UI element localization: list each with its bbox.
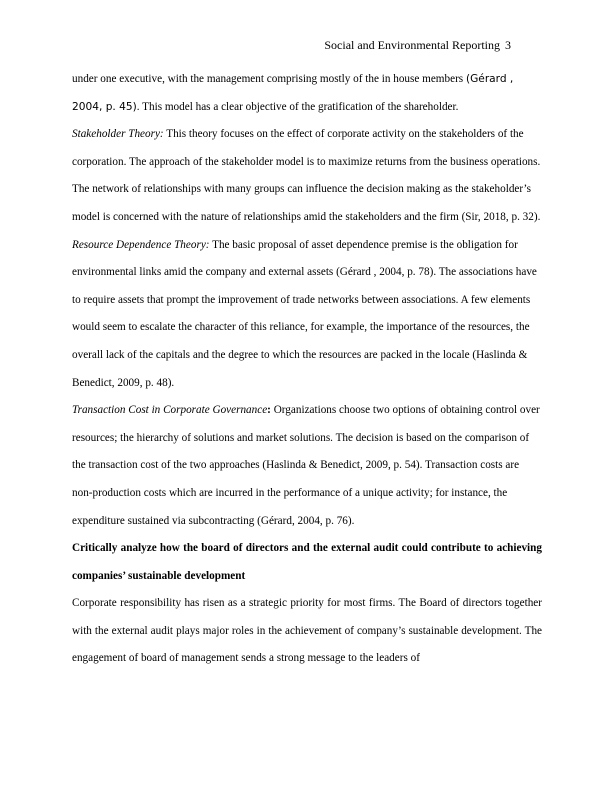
term-stakeholder-theory: Stakeholder Theory: [72, 128, 164, 141]
running-header [324, 38, 511, 52]
paragraph-1 [72, 66, 542, 121]
paragraph-stakeholder-theory [72, 121, 542, 231]
paragraph-1-text-a: under one executive, with the management comprising mostly of the in house members [72, 73, 466, 85]
paragraph-transaction-cost [72, 397, 542, 535]
paragraph-corporate-responsibility: Corporate responsibility has risen as a strategic priority for most firms. The Board of directors together with the external audit plays major roles in the achievement of company’s sustainable development. The engagement of board of management sends a strong message to the leaders of [72, 597, 542, 665]
paragraph-1-citation: (Gérard , 2004, p. 45) [72, 73, 514, 113]
paragraph-resource-dependence [72, 232, 542, 398]
running-title: Social and Environmental Reporting [324, 38, 500, 52]
term-resource-dependence: Resource Dependence Theory: [72, 238, 210, 251]
paragraph-resource-text: The basic proposal of asset dependence premise is the obligation for environmental links amid the company and external assets (Gérard , 2004, p. 78). The associations have to require assets that prompt the improvement of trade networks between associations. A few elements would seem to escalate the character of this reliance, for example, the importance of the resources, the overall lack of the capitals and the degree to which the resources are packed in the locale (Haslinda & Benedict, 2009, p. 48). [72, 238, 537, 389]
paragraph-transaction-text: Organizations choose two options of obtaining control over resources; the hierarchy of solutions and market solutions. The decision is based on the comparison of the transaction cost of the two approaches (Haslinda & Benedict, 2009, p. 54). Transaction costs are non-production costs which are incurred in the performance of a unique activity; for instance, the expenditure sustained via subcontracting (Gérard, 2004, p. 76). [72, 404, 540, 527]
term-transaction-cost: Transaction Cost in Corporate Governance [72, 404, 268, 417]
section-heading: Critically analyze how the board of directors and the external audit could contribute to achieving companies’ sustainable development [72, 542, 542, 582]
body-text [72, 66, 542, 673]
term-transaction-colon: : [267, 404, 271, 417]
paragraph-1-text-b: . This model has a clear objective of the gratification of the shareholder. [136, 100, 459, 113]
page-number: 3 [505, 38, 511, 52]
paragraph-stakeholder-text: This theory focuses on the effect of corporate activity on the stakeholders of the corporation. The approach of the stakeholder model is to maximize returns from the business operations. The network of relationships with many groups can influence the decision making as the stakeholder’s model is concerned with the nature of relationships amid the stakeholders and the firm (Sir, 2018, p. 32). [72, 128, 541, 223]
